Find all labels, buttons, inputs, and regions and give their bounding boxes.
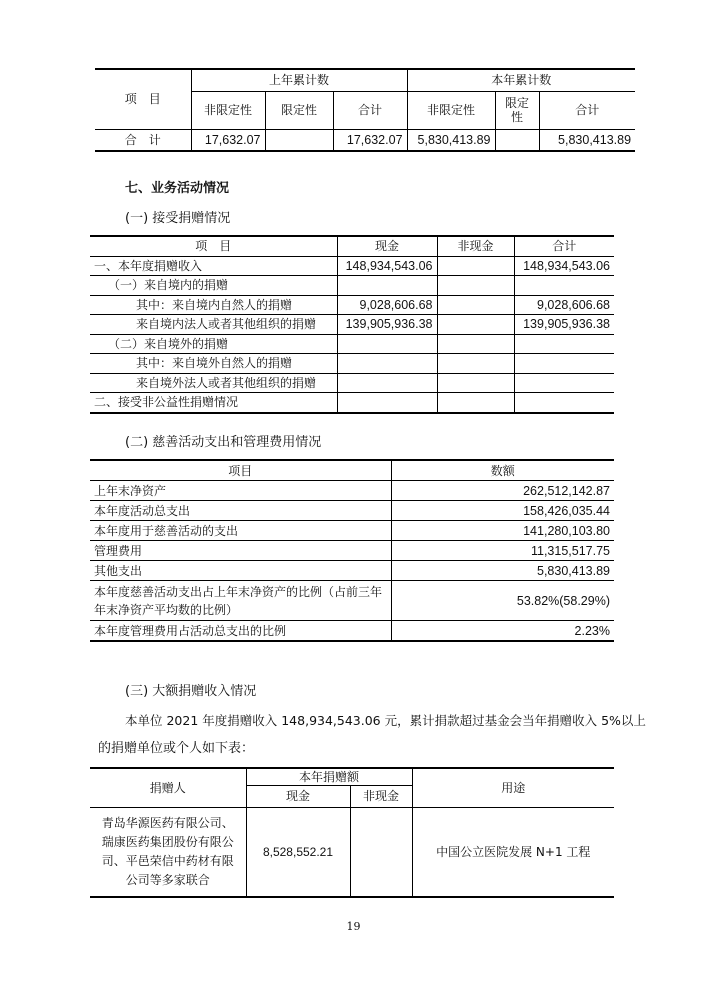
sub-header: 非限定性 [407, 91, 495, 129]
donor-header: 捐赠人 [90, 768, 246, 807]
row-label: 来自境外法人或者其他组织的捐赠 [90, 373, 337, 393]
col-header: 项 目 [90, 236, 337, 256]
noncash-header: 非现金 [350, 785, 412, 807]
table-row [90, 521, 614, 541]
page-number: 19 [346, 920, 361, 933]
cash-cell: 148,934,543.06 [337, 256, 437, 276]
table-cell [265, 129, 333, 151]
col-header: 现金 [337, 236, 437, 256]
row-label: 来自境内法人或者其他组织的捐赠 [90, 315, 337, 335]
amount-header: 本年捐赠额 [246, 768, 412, 785]
table-cell [495, 129, 539, 151]
sub-header: 合计 [333, 91, 407, 129]
cash-cell: 9,028,606.68 [337, 295, 437, 315]
noncash-cell [437, 334, 514, 354]
table-row [90, 481, 614, 501]
cash-cell: 8,528,552.21 [246, 807, 350, 897]
cash-cell [337, 393, 437, 413]
cash-cell [337, 334, 437, 354]
row-label: 本年度慈善活动支出占上年末净资产的比例（占前三年年末净资产平均数的比例） [90, 581, 391, 621]
purpose-header: 用途 [412, 768, 614, 807]
noncash-cell [350, 807, 412, 897]
cumulative-table [95, 68, 635, 152]
sub-header: 合计 [539, 91, 635, 129]
total-cell: 139,905,936.38 [514, 315, 614, 335]
table-cell: 17,632.07 [191, 129, 265, 151]
cash-header: 现金 [246, 785, 350, 807]
table-row [90, 295, 614, 315]
large-donation-table [90, 767, 614, 898]
donor-cell: 青岛华源医药有限公司、瑞康医药集团股份有限公司、平邑荣信中药材有限公司等多家联合 [90, 807, 246, 897]
row-label: 本年度用于慈善活动的支出 [90, 521, 391, 541]
total-cell [514, 334, 614, 354]
sub-header: 非限定性 [191, 91, 265, 129]
table-row [90, 393, 614, 413]
table-cell: 5,830,413.89 [539, 129, 635, 151]
noncash-cell [437, 276, 514, 296]
row-label: 本年度活动总支出 [90, 501, 391, 521]
cash-cell [337, 354, 437, 374]
table-row [90, 501, 614, 521]
table-row [90, 276, 614, 296]
table-cell: 5,830,413.89 [407, 129, 495, 151]
total-cell [514, 373, 614, 393]
cash-cell [337, 276, 437, 296]
table-row [90, 334, 614, 354]
sub-header: 限定 性 [495, 91, 539, 129]
row-label: 其中：来自境外自然人的捐赠 [90, 354, 337, 374]
table-row [90, 581, 614, 621]
table-row [90, 541, 614, 561]
row-label: 其他支出 [90, 561, 391, 581]
noncash-cell [437, 295, 514, 315]
table-row [90, 807, 614, 897]
this-year-header: 本年累计数 [407, 69, 635, 91]
total-cell: 148,934,543.06 [514, 256, 614, 276]
table-row [90, 621, 614, 642]
value-cell: 262,512,142.87 [391, 481, 614, 501]
row-label: （二）来自境外的捐赠 [90, 334, 337, 354]
prev-year-header: 上年累计数 [191, 69, 407, 91]
table-cell: 17,632.07 [333, 129, 407, 151]
sub-header: 限定性 [265, 91, 333, 129]
value-cell: 5,830,413.89 [391, 561, 614, 581]
col-header: 数额 [391, 460, 614, 481]
row-label: 一、本年度捐赠收入 [90, 256, 337, 276]
row-label: （一）来自境内的捐赠 [90, 276, 337, 296]
col-header: 合计 [514, 236, 614, 256]
table-row [90, 354, 614, 374]
donation-table [90, 235, 614, 414]
value-cell: 158,426,035.44 [391, 501, 614, 521]
row-label: 本年度管理费用占活动总支出的比例 [90, 621, 391, 642]
row-label: 上年末净资产 [90, 481, 391, 501]
table-row [90, 315, 614, 335]
value-cell: 53.82%(58.29%) [391, 581, 614, 621]
paragraph-line: 的捐赠单位或个人如下表： [98, 741, 255, 756]
subsection-title-2: (二) 慈善活动支出和管理费用情况 [125, 435, 322, 450]
table-row [90, 561, 614, 581]
noncash-cell [437, 393, 514, 413]
col-header: 非现金 [437, 236, 514, 256]
total-cell [514, 276, 614, 296]
table-row [90, 256, 614, 276]
value-cell: 2.23% [391, 621, 614, 642]
value-cell: 11,315,517.75 [391, 541, 614, 561]
value-cell: 141,280,103.80 [391, 521, 614, 541]
table-row [90, 373, 614, 393]
purpose-cell: 中国公立医院发展 N+1 工程 [412, 807, 614, 897]
subsection-title-3: (三) 大额捐赠收入情况 [125, 684, 257, 699]
subsection-title-1: (一) 接受捐赠情况 [125, 211, 231, 226]
noncash-cell [437, 373, 514, 393]
row-label: 管理费用 [90, 541, 391, 561]
section-title: 七、业务活动情况 [125, 181, 230, 196]
expenditure-table [90, 459, 614, 642]
noncash-cell [437, 256, 514, 276]
row-label: 二、接受非公益性捐赠情况 [90, 393, 337, 413]
cash-cell: 139,905,936.38 [337, 315, 437, 335]
cash-cell [337, 373, 437, 393]
paragraph-line: 本单位 2021 年度捐赠收入 148,934,543.06 元，累计捐款超过基金会当年捐赠收入 5%以上 [125, 713, 646, 728]
col-header: 项目 [90, 460, 391, 481]
total-label: 合 计 [95, 129, 191, 151]
item-header: 项 目 [95, 69, 191, 129]
total-cell [514, 354, 614, 374]
noncash-cell [437, 315, 514, 335]
row-label: 其中：来自境内自然人的捐赠 [90, 295, 337, 315]
noncash-cell [437, 354, 514, 374]
total-cell: 9,028,606.68 [514, 295, 614, 315]
total-cell [514, 393, 614, 413]
